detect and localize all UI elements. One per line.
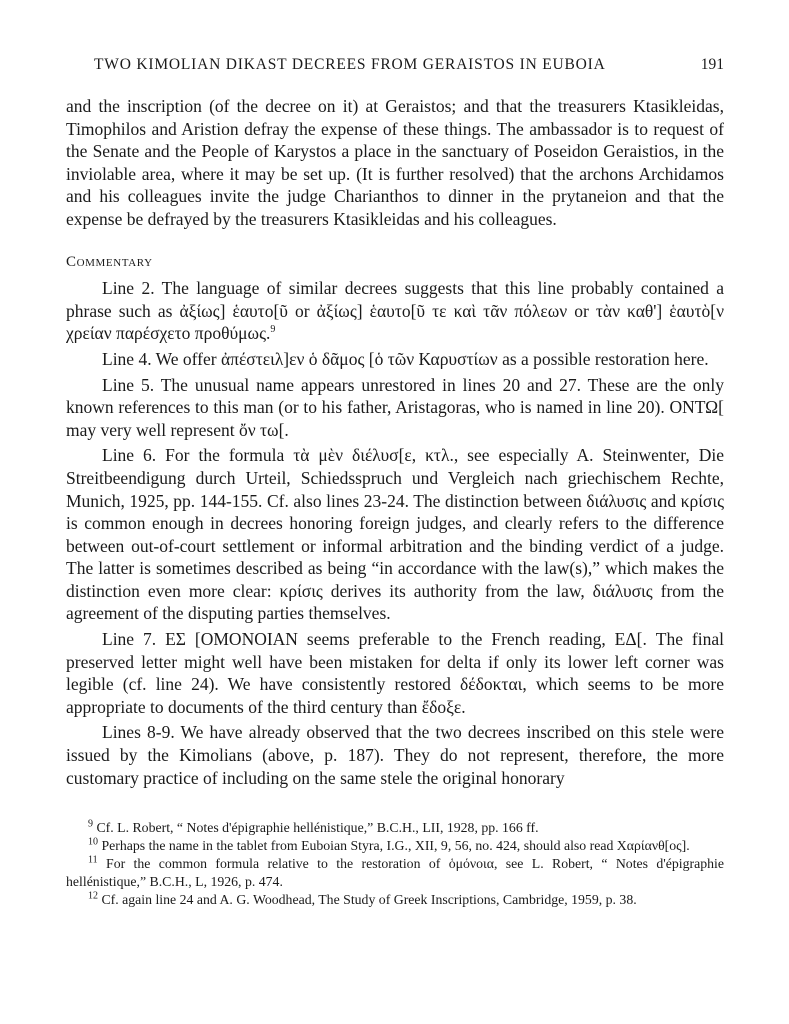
paragraph-line-2-text: Line 2. The language of similar decrees suggests that this line probably contained a phrase such as ἀξίως] ἑαυτο[ῦ or ἀξίως] ἑαυτο[ῦ τε καὶ τᾶν πόλεων or τὰν καθ'] ἑαυτὸ[ν χρείαν παρέσχετο προθύμως. [66,278,724,344]
footnote-9 [66,819,724,837]
footnote-10 [66,837,724,855]
footnote-mark-10: 10 [88,836,98,848]
running-head [66,56,724,80]
running-head-title: TWO KIMOLIAN DIKAST DECREES FROM GERAISTOS IN EUBOIA [94,56,606,73]
footnote-12-text: Cf. again line 24 and A. G. Woodhead, The Study of Greek Inscriptions, Cambridge, 1959, p. 38. [101,892,637,908]
page [66,56,724,909]
footnote-10-text: Perhaps the name in the tablet from Euboian Styra, I.G., XII, 9, 56, no. 424, should also read Χαρίανθ[ος]. [101,838,690,854]
body-text [66,95,724,789]
paragraph-line-5-text: Line 5. The unusual name appears unrestored in lines 20 and 27. These are the only known references to this man (or to his father, Aristagoras, who is named in line 20). ΟΝΤΩ[ may very well represent ὄν τω[. [66,374,724,440]
footnotes [66,819,724,909]
paragraph-line-7: Line 7. ΕΣ [ΟΜΟΝΟΙΑΝ seems preferable to the French reading, ΕΔ[. The final preserved letter might well have been mistaken for delta if only its lower left corner was legible (cf. line 24). We have consistently restored δέδοκται, which seems to be more appropriate to documents of the third century than ἔδοξε. [66,629,724,717]
paragraph-line-6: Line 6. For the formula τὰ μὲν διέλυσ[ε, κτλ., see especially A. Steinwenter, Die Streitbeendigung durch Urteil, Schiedsspruch und Vergleich nach griechischem Rechte, Munich, 1925, pp. 144-155. Cf. also lines 23-24. The distinction between διάλυσις and κρίσις is common enough in decrees honoring foreign judges, and clearly refers to the difference between out-of-court settlement or informal arbitration and the binding verdict of a judge. The latter is sometimes described as being “in accordance with the law(s),” which makes the distinction even more clear: κρίσις derives its authority from the law, διάλυσις from the agreement of the disputing parties themselves. [66,445,724,624]
paragraph-line-4: Line 4. We offer ἀπέστειλ]εν ὁ δᾶμος [ὁ τῶν Καρυστίων as a possible restoration here. [102,348,709,369]
paragraph-line-2 [66,277,724,345]
intro-paragraph: and the inscription (of the decree on it) at Geraistos; and that the treasurers Ktasikleidas, Timophilos and Aristion defray the expense of these things. The ambassador is to request of the Senate and the People of Karystos a place in the sanctuary of Poseidon Geraistios, in the inviolable area, where it may be set up. (It is further resolved) that the archons Archidamos and his colleagues invite the judge Charianthos to dinner in the prytaneion and that the expense be defrayed by the treasurers Ktasikleidas and his colleagues. [66,96,724,229]
footnote-12 [66,891,724,909]
page-number: 191 [700,56,724,73]
paragraph-lines-8-9: Lines 8-9. We have already observed that the two decrees inscribed on this stele were issued by the Kimolians (above, p. 187). They do not represent, therefore, the more customary practice of including on the same stele the original honorary [66,722,724,788]
footnote-mark-12: 12 [88,890,98,902]
footnote-9-text: Cf. L. Robert, “ Notes d'épigraphie hellénistique,” B.C.H., LII, 1928, pp. 166 ff. [96,820,539,836]
footnote-ref-9[interactable]: 9 [270,324,276,336]
footnote-mark-9: 9 [88,818,93,830]
footnote-11-text: For the common formula relative to the restoration of ὁμόνοια, see L. Robert, “ Notes d'épigraphie hellénistique,” B.C.H., L, 1926, p. 474. [66,856,725,890]
paragraph-line-5 [66,374,724,442]
footnote-mark-11: 11 [88,854,98,866]
footnote-11 [66,855,724,891]
commentary-heading: Commentary [66,253,153,270]
